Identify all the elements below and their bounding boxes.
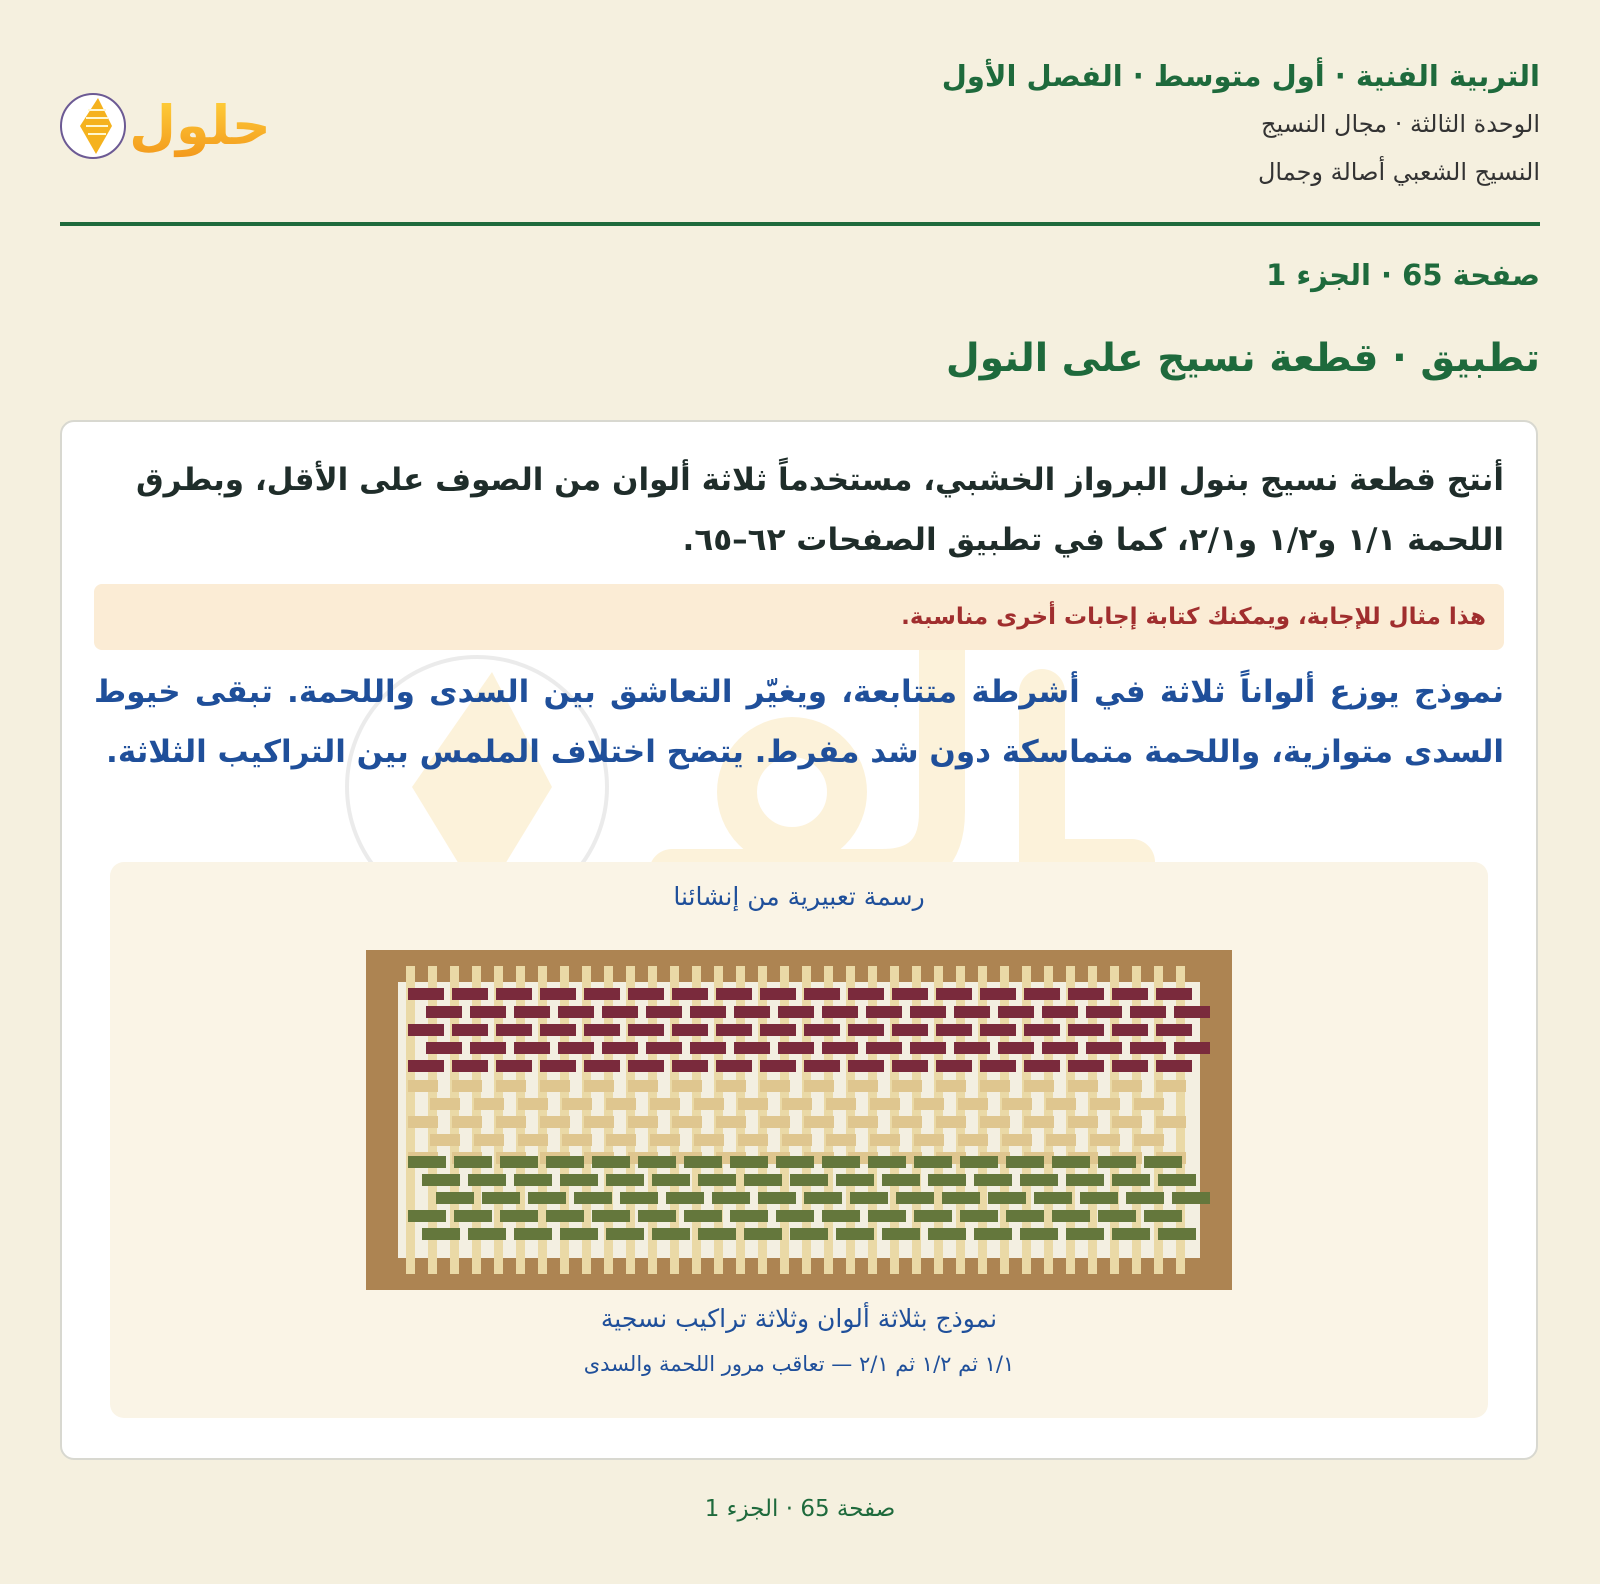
weft-middle [430,1098,460,1110]
weft-top [760,988,796,1000]
weft-middle [892,1116,922,1128]
weft-top [514,1042,550,1054]
weft-bottom [850,1192,888,1204]
weft-bottom [988,1192,1026,1204]
weft-bottom [574,1192,612,1204]
weft-middle [826,1098,856,1110]
weft-bottom [684,1156,722,1168]
weft-top [734,1042,770,1054]
weft-top [760,1060,796,1072]
weft-bottom [776,1210,814,1222]
weft-bottom [698,1228,736,1240]
weft-top [408,1060,444,1072]
weft-bottom [790,1174,828,1186]
weft-top [1042,1006,1078,1018]
weft-bottom [882,1228,920,1240]
weft-top [848,988,884,1000]
weft-middle [716,1116,746,1128]
weft-middle [408,1116,438,1128]
weft-top [496,1024,532,1036]
weft-middle [430,1134,460,1146]
weft-top [1112,1060,1148,1072]
weft-top [1086,1006,1122,1018]
weft-top [628,988,664,1000]
weft-bottom [422,1228,460,1240]
weft-top [496,988,532,1000]
weft-bottom [974,1174,1012,1186]
weft-middle [474,1134,504,1146]
weft-bottom [896,1192,934,1204]
weft-top [866,1042,902,1054]
weft-bottom [1052,1156,1090,1168]
weft-middle [694,1098,724,1110]
weft-bottom [790,1228,828,1240]
page-header [60,0,1540,226]
weft-middle [452,1116,482,1128]
weft-top [408,1024,444,1036]
weft-top [672,988,708,1000]
weft-top [558,1042,594,1054]
weft-bottom [1158,1174,1196,1186]
weft-middle [518,1134,548,1146]
weft-bottom [868,1156,906,1168]
weft-middle [1046,1098,1076,1110]
weft-bottom [1098,1156,1136,1168]
weft-top [980,988,1016,1000]
weft-middle [672,1080,702,1092]
hulul-logo [60,80,280,170]
weft-bottom [638,1210,676,1222]
weft-middle [518,1098,548,1110]
weft-bottom [1034,1192,1072,1204]
weft-bottom [652,1228,690,1240]
weft-middle [848,1080,878,1092]
weft-top [1024,1024,1060,1036]
weft-middle [452,1080,482,1092]
weft-bottom [1126,1192,1164,1204]
section-title: تطبيق · قطعة نسيج على النول [945,336,1540,381]
weft-middle [1112,1080,1142,1092]
weft-top [452,1024,488,1036]
weft-top [980,1060,1016,1072]
weft-top [1068,988,1104,1000]
unit-title: الوحدة الثالثة · مجال النسيج [1261,110,1540,138]
weft-bottom [1020,1174,1058,1186]
weft-top [584,988,620,1000]
weft-middle [848,1116,878,1128]
weft-middle [936,1080,966,1092]
weft-middle [1068,1116,1098,1128]
weft-top [936,1024,972,1036]
weft-bottom [528,1192,566,1204]
weft-bottom [468,1228,506,1240]
weft-middle [584,1080,614,1092]
weft-middle [650,1098,680,1110]
weft-bottom [606,1174,644,1186]
weft-top [628,1024,664,1036]
weft-bottom [1112,1174,1150,1186]
weft-middle [584,1116,614,1128]
weft-middle [914,1134,944,1146]
weft-top [1024,1060,1060,1072]
weft-middle [870,1098,900,1110]
weft-top [804,1060,840,1072]
weft-bottom [960,1156,998,1168]
weft-top [980,1024,1016,1036]
weft-top [628,1060,664,1072]
page-footer: صفحة 65 · الجزء 1 [704,1496,896,1522]
weft-top [1156,988,1192,1000]
weft-bottom [730,1210,768,1222]
weft-top [954,1006,990,1018]
exercise-card [60,420,1538,1460]
weft-top [892,1024,928,1036]
weft-middle [562,1098,592,1110]
weft-middle [716,1080,746,1092]
weft-top [910,1006,946,1018]
weft-middle [562,1134,592,1146]
weft-bottom [744,1228,782,1240]
weft-top [910,1042,946,1054]
weft-top [690,1006,726,1018]
weft-middle [870,1134,900,1146]
weft-bottom [1158,1228,1196,1240]
weft-bottom [822,1156,860,1168]
weft-top [646,1042,682,1054]
weft-top [426,1042,462,1054]
weft-bottom [974,1228,1012,1240]
weft-top [760,1024,796,1036]
weft-bottom [822,1210,860,1222]
weft-bottom [454,1210,492,1222]
weft-middle [606,1134,636,1146]
weft-bottom [1020,1228,1058,1240]
weft-top [690,1042,726,1054]
weft-top [602,1006,638,1018]
weft-middle [628,1080,658,1092]
weft-top [1130,1042,1166,1054]
weft-middle [1002,1098,1032,1110]
weft-middle [628,1116,658,1128]
weft-top [558,1006,594,1018]
weft-top [452,988,488,1000]
weft-bottom [914,1156,952,1168]
figure-subcaption: ١/١ ثم ١/٢ ثم ٢/١ — تعاقب مرور اللحمة والسدى [583,1352,1015,1376]
weft-bottom [422,1174,460,1186]
weft-bottom [684,1210,722,1222]
weft-bottom [928,1174,966,1186]
weft-middle [892,1080,922,1092]
subject-title: التربية الفنية · أول متوسط · الفصل الأول [941,59,1540,93]
weft-middle [496,1116,526,1128]
weft-bottom [468,1174,506,1186]
weft-top [646,1006,682,1018]
figure-label: رسمة تعبيرية من إنشائنا [673,882,925,911]
weft-bottom [1098,1210,1136,1222]
weft-top [1112,988,1148,1000]
weft-middle [672,1116,702,1128]
weft-top [672,1060,708,1072]
weft-bottom [928,1228,966,1240]
weft-bottom [560,1228,598,1240]
weft-top [1130,1006,1166,1018]
weft-middle [760,1116,790,1128]
weft-bottom [1144,1210,1182,1222]
weft-middle [1112,1116,1142,1128]
weft-top [1024,988,1060,1000]
answer-text: نموذج يوزع ألواناً ثلاثة في أشرطة متتابعة، ويغيّر التعاشق بين السدى واللحمة. تبقى خيوط السدى متوازية، واللحمة متماسكة دون شد مفرط. يتضح اختلاف الملمس بين التراكيب الثلاثة. [94,674,1504,770]
weft-top [716,1024,752,1036]
weft-bottom [758,1192,796,1204]
weft-middle [408,1080,438,1092]
weft-bottom [1066,1174,1104,1186]
logo-text: حلول [129,94,271,157]
weft-bottom [804,1192,842,1204]
page-number-heading: صفحة 65 · الجزء 1 [1266,258,1540,292]
weft-top [584,1024,620,1036]
weft-top [1156,1060,1192,1072]
weft-bottom [592,1156,630,1168]
weft-top [514,1006,550,1018]
weft-bottom [730,1156,768,1168]
weft-top [426,1006,462,1018]
weft-top [1042,1042,1078,1054]
weft-middle [782,1098,812,1110]
weft-middle [958,1098,988,1110]
weft-middle [804,1116,834,1128]
weft-top [954,1042,990,1054]
weft-bottom [482,1192,520,1204]
weft-top [866,1006,902,1018]
weft-top [778,1006,814,1018]
weft-bottom [868,1210,906,1222]
weft-middle [1046,1134,1076,1146]
weft-middle [1134,1134,1164,1146]
answer-note: هذا مثال للإجابة، ويمكنك كتابة إجابات أخرى مناسبة. [94,584,1504,650]
weft-top [716,988,752,1000]
weft-middle [1134,1098,1164,1110]
weft-top [470,1006,506,1018]
weft-top [1068,1060,1104,1072]
weft-bottom [606,1228,644,1240]
page [60,0,1540,1584]
weft-top [848,1024,884,1036]
weft-bottom [666,1192,704,1204]
weft-middle [474,1098,504,1110]
weft-middle [1156,1080,1186,1092]
weft-top [496,1060,532,1072]
weft-middle [936,1116,966,1128]
weft-middle [958,1134,988,1146]
weft-bottom [408,1156,446,1168]
header-text [942,52,1540,196]
weft-middle [1090,1098,1120,1110]
weft-bottom [914,1210,952,1222]
weft-middle [1068,1080,1098,1092]
weft-middle [1024,1116,1054,1128]
weft-middle [606,1098,636,1110]
weft-top [804,1024,840,1036]
weft-top [540,988,576,1000]
weft-top [1112,1024,1148,1036]
weft-top [998,1042,1034,1054]
weft-bottom [454,1156,492,1168]
weaving-illustration [366,950,1232,1290]
weft-top [452,1060,488,1072]
weft-middle [1156,1116,1186,1128]
weft-bottom [698,1174,736,1186]
weft-bottom [1172,1192,1210,1204]
weft-top [822,1006,858,1018]
weft-bottom [942,1192,980,1204]
weft-bottom [500,1156,538,1168]
weft-middle [738,1134,768,1146]
weft-bottom [514,1174,552,1186]
weft-bottom [1144,1156,1182,1168]
weft-bottom [546,1156,584,1168]
weft-bottom [776,1156,814,1168]
weft-middle [650,1134,680,1146]
weft-top [1068,1024,1104,1036]
weft-bottom [836,1174,874,1186]
weft-top [892,988,928,1000]
weft-top [1086,1042,1122,1054]
weft-middle [738,1098,768,1110]
question-text: أنتج قطعة نسيج بنول البرواز الخشبي، مستخدماً ثلاثة ألوان من الصوف على الأقل، وبطرق اللحمة ١/١ و١/٢ و٢/١، كما في تطبيق الصفحات ٦٢–٦٥. [135,462,1504,558]
weft-bottom [652,1174,690,1186]
weft-bottom [592,1210,630,1222]
weft-middle [540,1116,570,1128]
weft-middle [1002,1134,1032,1146]
weft-top [1174,1006,1210,1018]
weft-bottom [882,1174,920,1186]
weft-top [1156,1024,1192,1036]
weft-middle [980,1080,1010,1092]
weft-top [936,1060,972,1072]
weft-bottom [1080,1192,1118,1204]
weft-bottom [960,1210,998,1222]
weft-top [734,1006,770,1018]
weft-middle [694,1134,724,1146]
weft-bottom [436,1192,474,1204]
weft-middle [540,1080,570,1092]
weft-bottom [408,1210,446,1222]
weft-top [998,1006,1034,1018]
weft-middle [804,1080,834,1092]
weft-top [804,988,840,1000]
weft-bottom [1052,1210,1090,1222]
weft-bottom [546,1210,584,1222]
weft-top [892,1060,928,1072]
weft-middle [914,1098,944,1110]
weft-bottom [836,1228,874,1240]
weft-bottom [712,1192,750,1204]
weft-middle [496,1080,526,1092]
weft-top [540,1060,576,1072]
weft-top [602,1042,638,1054]
weft-top [540,1024,576,1036]
weft-bottom [560,1174,598,1186]
weft-middle [760,1080,790,1092]
weft-middle [782,1134,812,1146]
weft-top [584,1060,620,1072]
weft-middle [826,1134,856,1146]
weft-top [778,1042,814,1054]
weft-top [936,988,972,1000]
figure-caption: نموذج بثلاثة ألوان وثلاثة تراكيب نسجية [600,1304,998,1333]
lesson-title: النسيج الشعبي أصالة وجمال [1257,158,1540,186]
weft-top [822,1042,858,1054]
weft-bottom [744,1174,782,1186]
weft-middle [1024,1080,1054,1092]
weft-top [470,1042,506,1054]
weft-middle [1090,1134,1120,1146]
weft-middle [980,1116,1010,1128]
weft-bottom [1006,1210,1044,1222]
weft-top [848,1060,884,1072]
weft-bottom [638,1156,676,1168]
weft-bottom [514,1228,552,1240]
weft-bottom [1066,1228,1104,1240]
weft-bottom [500,1210,538,1222]
weft-bottom [1112,1228,1150,1240]
weft-top [408,988,444,1000]
weft-bottom [620,1192,658,1204]
weft-top [672,1024,708,1036]
weft-top [1174,1042,1210,1054]
weft-bottom [1006,1156,1044,1168]
weft-top [716,1060,752,1072]
figure-panel [110,862,1488,1418]
